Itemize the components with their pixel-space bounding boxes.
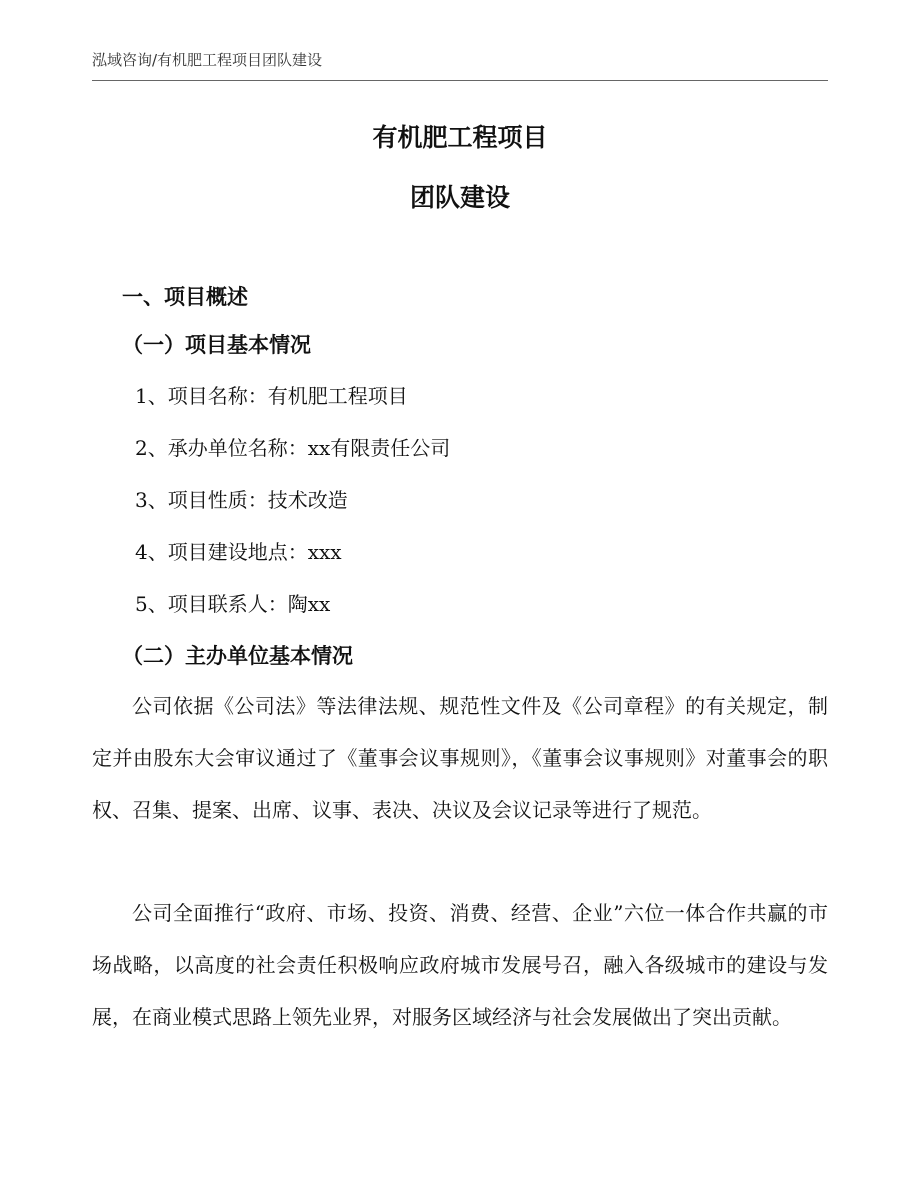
info-item-project-location: 4、项目建设地点：xxx: [135, 540, 342, 564]
info-item-project-nature: 3、项目性质：技术改造: [135, 488, 348, 512]
subsection-heading-basic-info: （一）项目基本情况: [122, 333, 311, 357]
info-item-project-name: 1、项目名称：有机肥工程项目: [135, 384, 408, 408]
document-title: 有机肥工程项目: [372, 123, 548, 152]
body-paragraph: 公司依据《公司法》等法律法规、规范性文件及《公司章程》的有关规定，制定并由股东大会审议通过了《董事会议事规则》，《董事会议事规则》对董事会的职权、召集、提案、出席、议事、表决、决议及会议记录等进行了规范。: [92, 694, 828, 822]
running-header: 泓域咨询/有机肥工程项目团队建设: [92, 51, 323, 69]
info-item-project-contact: 5、项目联系人：陶xx: [135, 592, 331, 616]
header-divider: [92, 80, 828, 81]
subsection-heading-sponsor-info: （二）主办单位基本情况: [122, 644, 353, 668]
info-item-undertaking-unit: 2、承办单位名称：xx有限责任公司: [135, 436, 451, 460]
section-heading-overview: 一、项目概述: [122, 285, 248, 309]
document-subtitle: 团队建设: [409, 183, 510, 212]
body-paragraph: 公司全面推行“政府、市场、投资、消费、经营、企业”六位一体合作共赢的市场战略，以高度的社会责任积极响应政府城市发展号召，融入各级城市的建设与发展，在商业模式思路上领先业界，对服务区域经济与社会发展做出了突出贡献。: [92, 901, 828, 1029]
